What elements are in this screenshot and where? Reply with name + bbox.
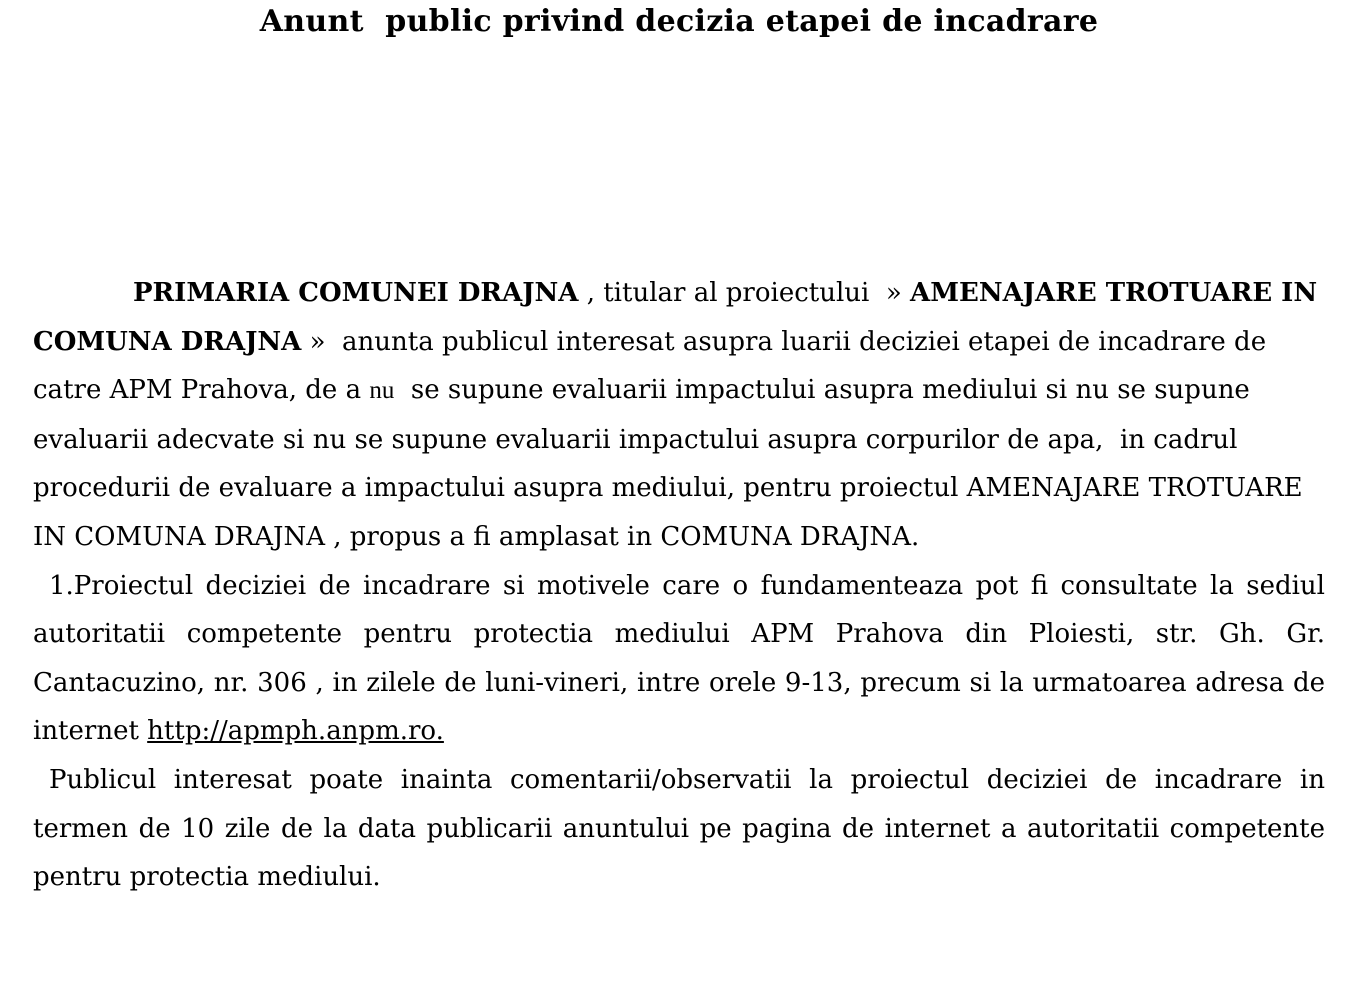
consultation-text: 1.Proiectul deciziei de incadrare si motivele care o fundamenteaza pot fi consultate la sediul autoritatii competente pentru protectia mediului APM Prahova din Ploiesti, str. Gh. Gr. Cantacuzino, nr. 306 , in zilele de luni-vineri, intre orele 9-13, precum si la urmatoarea adresa de internet bbox=[33, 570, 1334, 747]
document-title: Anunt public privind decizia etapei de incadrare bbox=[259, 4, 1099, 39]
project-name-bold: AMENAJARE TROTUARE IN COMUNA DRAJNA bbox=[33, 278, 1327, 357]
paragraph-intro bbox=[33, 269, 1325, 562]
intro-text-nu-condensed: nu bbox=[369, 377, 395, 405]
intro-text-3: se supune evaluarii impactului asupra mediului si nu se supune evaluarii adecvate si nu se supune evaluarii impactului asupra corpurilor de apa, in cadrul procedurii de evaluare a impactului asupra mediului, pentru proiectul AMENAJARE TROTUARE IN COMUNA DRAJNA , propus a fi amplasat in COMUNA DRAJNA. bbox=[33, 375, 1311, 552]
paragraph-public-comments bbox=[33, 756, 1334, 902]
paragraph-consultation bbox=[33, 562, 1334, 756]
owner-name-bold: PRIMARIA COMUNEI DRAJNA bbox=[133, 278, 579, 308]
document-body bbox=[33, 269, 1334, 902]
public-comments-text: Publicul interesat poate inainta comentarii/observatii la proiectul deciziei de incadrare in termen de 10 zile de la data publicarii anuntului pe pagina de internet a autoritatii competente pentru protectia mediului. bbox=[33, 764, 1334, 893]
intro-text-2: » anunta publicul interesat asupra luarii deciziei etapei de incadrare de catre APM Prahova, de a bbox=[33, 326, 1275, 406]
apm-website-link[interactable]: http://apmph.anpm.ro. bbox=[147, 716, 444, 747]
intro-text-1: , titular al proiectului » bbox=[578, 278, 911, 308]
